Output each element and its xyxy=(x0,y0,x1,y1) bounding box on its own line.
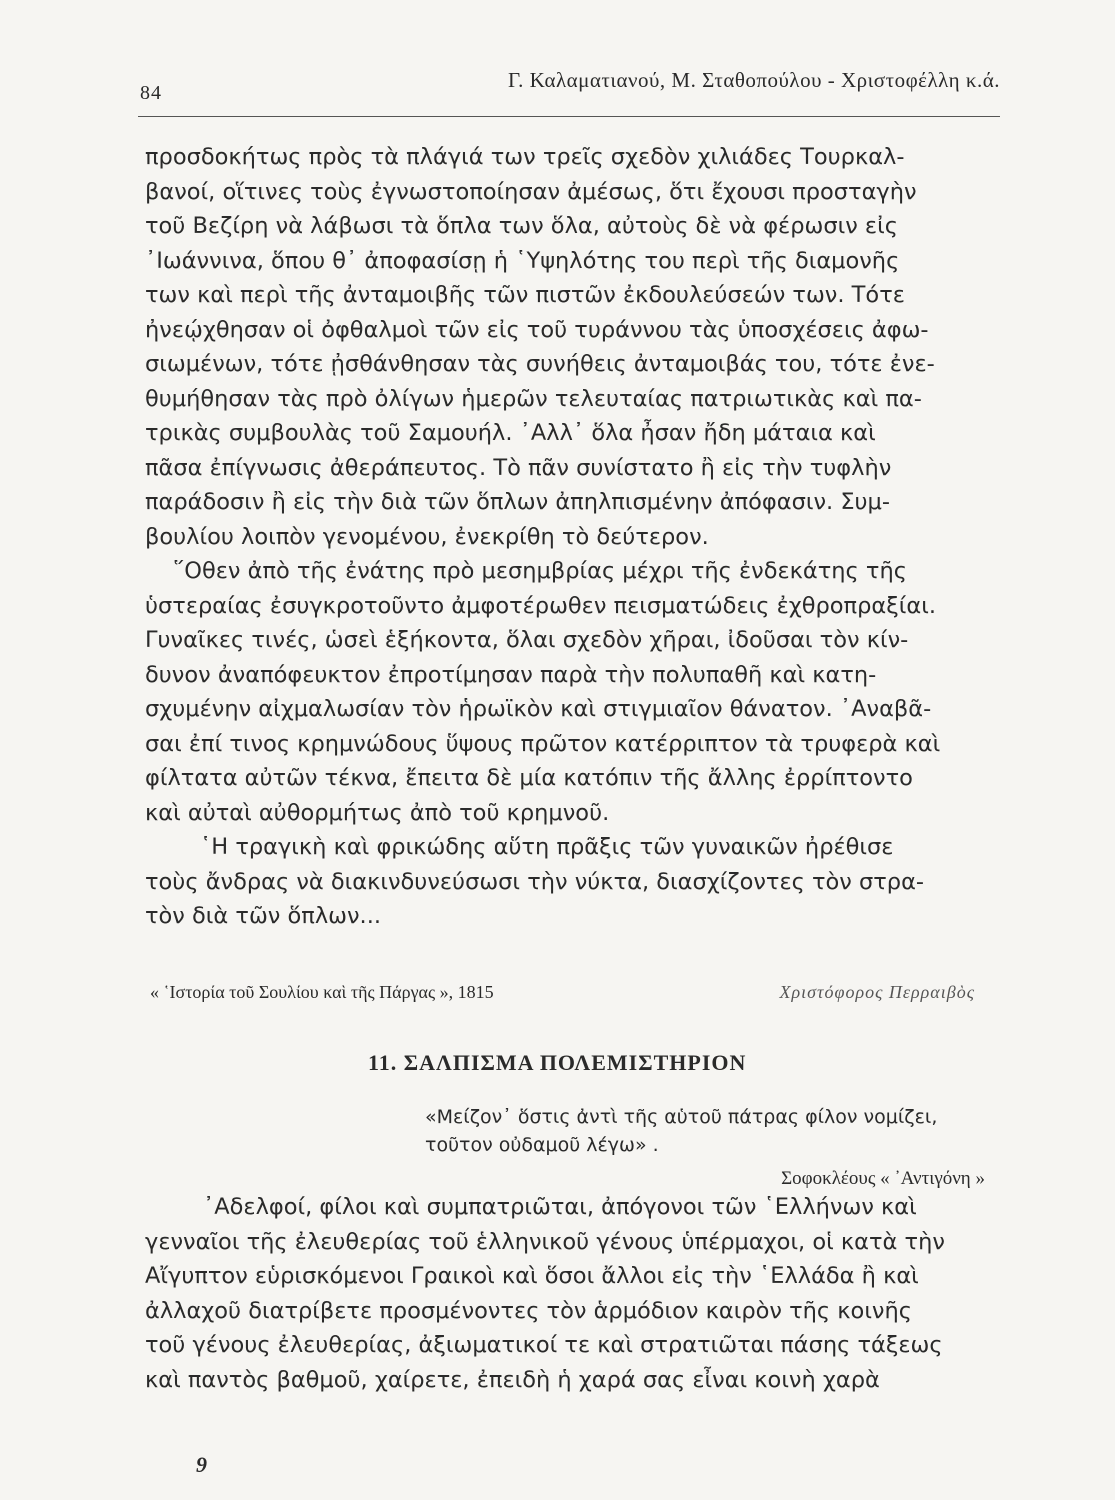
passage-1 xyxy=(145,140,995,934)
text-line: γενναῖοι τῆς ἐλευθερίας τοῦ ἑλληνικοῦ γένους ὑπέρμαχοι, οἱ κατὰ τὴν xyxy=(145,1228,945,1255)
citation-source: « ῾Ιστορία τοῦ Σουλίου καὶ τῆς Πάργας », 1815 xyxy=(150,982,494,1002)
text-line: προσδοκήτως πρὸς τὰ πλάγιά των τρεῖς σχεδὸν χιλιάδες Τουρκαλ- xyxy=(145,144,905,170)
text-line: τοὺς ἄνδρας νὰ διακινδυνεύσωσι τὴν νύκτα, διασχίζοντες τὸν στρα- xyxy=(145,868,925,895)
text-line: ὑστεραίας ἐσυγκροτοῦντο ἀμφοτέρωθεν πεισματώδεις ἐχθροπραξίαι. xyxy=(145,592,936,619)
text-line: βανοί, οἵτινες τοὺς ἐγνωστοποίησαν ἀμέσως, ὅτι ἔχουσι προσταγὴν xyxy=(145,178,917,205)
text-line: καὶ παντὸς βαθμοῦ, χαίρετε, ἐπειδὴ ἡ χαρά σας εἶναι κοινὴ χαρὰ xyxy=(145,1366,880,1393)
signature-mark: 9 xyxy=(196,1452,207,1477)
text-line: ῾Η τραγικὴ καὶ φρικώδης αὕτη πρᾶξις τῶν γυναικῶν ἠρέθισε xyxy=(200,834,894,860)
text-line: τοῦ Βεζίρη νὰ λάβωσι τὰ ὅπλα των ὅλα, αὐτοὺς δὲ νὰ φέρωσιν εἰς xyxy=(145,213,898,239)
text-line: ἠνεῴχθησαν οἱ ὀφθαλμοὶ τῶν εἰς τοῦ τυράννου τὰς ὑποσχέσεις ἀφω- xyxy=(145,316,929,343)
text-line: καὶ αὐταὶ αὐθορμήτως ἀπὸ τοῦ κρημνοῦ. xyxy=(145,799,610,826)
epigraph-line: «Μείζον᾿ ὅστις ἀντὶ τῆς αὑτοῦ πάτρας φίλον νομίζει, xyxy=(425,1106,938,1128)
header-rule xyxy=(138,116,1000,117)
text-line: δυνον ἀναπόφευκτον ἐπροτίμησαν παρὰ τὴν πολυπαθῆ καὶ κατη- xyxy=(145,661,877,688)
text-line: παράδοσιν ἢ εἰς τὴν διὰ τῶν ὅπλων ἀπηλπισμένην ἀπόφασιν. Συμ- xyxy=(145,489,890,515)
running-head: Γ. Καλαματιανού, Μ. Σταθοπούλου - Χριστοφέλλη κ.ά. xyxy=(507,68,1000,92)
epigraph xyxy=(425,1103,985,1193)
text-line: σιωμένων, τότε ᾐσθάνθησαν τὰς συνήθεις ἀνταμοιβάς του, τότε ἐνε- xyxy=(145,351,935,377)
passage-2 xyxy=(145,1190,1005,1397)
epigraph-line: τοῦτον οὐδαμοῦ λέγω» . xyxy=(425,1134,659,1156)
section-heading: 11. ΣΑΛΠΙΣΜΑ ΠΟΛΕΜΙΣΤΗΡΙΟΝ xyxy=(368,1050,747,1075)
text-line: πᾶσα ἐπίγνωσις ἀθεράπευτος. Τὸ πᾶν συνίστατο ἢ εἰς τὴν τυφλὴν xyxy=(145,454,892,481)
text-line: σχυμένην αἰχμαλωσίαν τὸν ἡρωϊκὸν καὶ στιγμιαῖον θάνατον. ᾿Αναβᾶ- xyxy=(145,696,932,722)
text-line: ᾿Ιωάννινα, ὅπου θ᾿ ἀποφασίσῃ ἡ ῾Υψηλότης του περὶ τῆς διαμονῆς xyxy=(145,247,900,274)
text-line: Αἴγυπτον εὑρισκόμενοι Γραικοὶ καὶ ὅσοι ἄλλοι εἰς τὴν ῾Ελλάδα ἢ καὶ xyxy=(145,1263,919,1289)
text-line: ᾿Αδελφοί, φίλοι καὶ συμπατριῶται, ἀπόγονοι τῶν ῾Ελλήνων καὶ xyxy=(203,1194,917,1220)
text-line: ῞Οθεν ἀπὸ τῆς ἐνάτης πρὸ μεσημβρίας μέχρι τῆς ἐνδεκάτης τῆς xyxy=(173,558,907,584)
text-line: σαι ἐπί τινος κρημνώδους ὕψους πρῶτον κατέρριπτον τὰ τρυφερὰ καὶ xyxy=(145,730,941,757)
citation xyxy=(150,982,975,1012)
citation-author: Χριστόφορος Περραιβὸς xyxy=(779,982,975,1002)
text-line: τρικὰς συμβουλὰς τοῦ Σαμουήλ. ᾿Αλλ᾿ ὅλα ἦσαν ἤδη μάταια καὶ xyxy=(145,420,876,446)
text-line: των καὶ περὶ τῆς ἀνταμοιβῆς τῶν πιστῶν ἐκδουλεύσεών των. Τότε xyxy=(145,282,905,308)
page-number: 84 xyxy=(140,82,162,104)
text-line: τὸν διὰ τῶν ὅπλων... xyxy=(145,903,381,929)
text-line: θυμήθησαν τὰς πρὸ ὀλίγων ἡμερῶν τελευταίας πατριωτικὰς καὶ πα- xyxy=(145,385,922,412)
epigraph-attribution: Σοφοκλέους « ᾿Αντιγόνη » xyxy=(781,1168,985,1189)
text-line: φίλτατα αὐτῶν τέκνα, ἔπειτα δὲ μία κατόπιν τῆς ἄλλης ἐρρίπτοντο xyxy=(145,765,913,791)
text-line: Γυναῖκες τινές, ὡσεὶ ἑξήκοντα, ὅλαι σχεδὸν χῆραι, ἰδοῦσαι τὸν κίν- xyxy=(145,627,909,653)
text-line: βουλίου λοιπὸν γενομένου, ἐνεκρίθη τὸ δεύτερον. xyxy=(145,523,709,550)
text-line: ἀλλαχοῦ διατρίβετε προσμένοντες τὸν ἁρμόδιον καιρὸν τῆς κοινῆς xyxy=(145,1297,912,1324)
text-line: τοῦ γένους ἐλευθερίας, ἀξιωματικοί τε καὶ στρατιῶται πάσης τάξεως xyxy=(145,1332,943,1358)
